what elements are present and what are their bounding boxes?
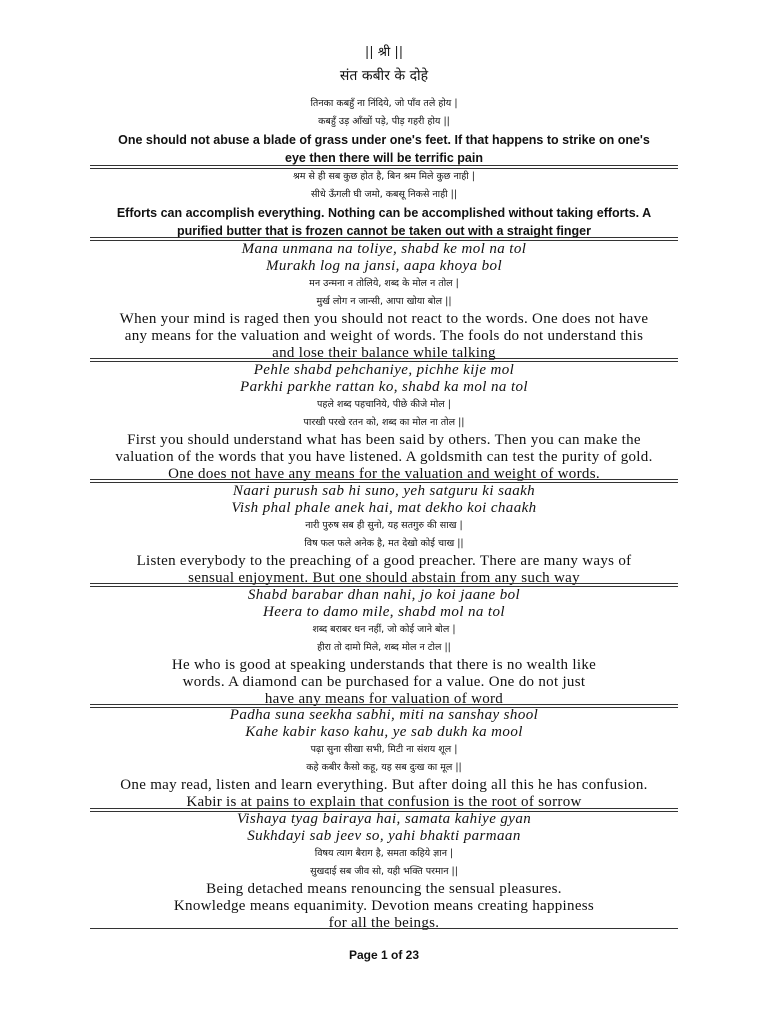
couplet-4-transliteration-line-1: Pehle shabd pehchaniye, pichhe kije mol	[253, 362, 515, 378]
couplet-6	[90, 587, 678, 708]
couplet-6-english-line-2: words. A diamond can be purchased for a value. One do not just	[182, 674, 586, 690]
couplet-4-english-line-3: One does not have any means for the valuation and weight of words.	[168, 466, 600, 482]
couplet-6-english-line-3: have any means for valuation of word	[264, 691, 504, 707]
couplet-4-english-line-1: First you should understand what has been said by others. Then you can make the	[127, 432, 641, 448]
couplet-3-english-line-2: any means for the valuation and weight of words. The fools do not understand this	[124, 328, 644, 344]
couplet-5-transliteration-line-1: Naari purush sab hi suno, yeh satguru ki saakh	[232, 483, 536, 499]
couplet-5	[90, 483, 678, 587]
couplet-2-english-line-2: purified butter that is frozen cannot be taken out with a straight finger	[177, 224, 591, 238]
couplet-1-devanagari-line-2: कबहुँ उड़ आँखों पड़े, पीड़ गहरी होय ||	[318, 116, 450, 127]
couplet-8-english-line-1: Being detached means renouncing the sensual pleasures.	[206, 881, 562, 897]
couplet-7-english-line-2: Kabir is at pains to explain that confusion is the root of sorrow	[186, 794, 582, 810]
couplet-7-devanagari-line-2: कहे कबीर कैसो कहू, यह सब दुःख का मूल ||	[306, 762, 462, 773]
couplet-5-devanagari-line-1: नारी पुरुष सब ही सुनो, यह सतगुरु की साख |	[305, 520, 463, 531]
couplet-6-english-line-1: He who is good at speaking understands that there is no wealth like	[171, 657, 597, 673]
couplet-6-devanagari-line-1: शब्द बराबर धन नहीं, जो कोई जाने बोल |	[312, 624, 456, 635]
couplet-2-devanagari-line-2: सीधे ऊँगली घी जमो, कबसू निकसे नाही ||	[310, 189, 458, 200]
couplet-4-devanagari-line-1: पहले शब्द पहचानिये, पीछे कीजे मोल |	[317, 399, 451, 410]
couplet-4	[90, 362, 678, 483]
couplet-1-english-line-1: One should not abuse a blade of grass under one's feet. If that happens to strike on one's	[118, 133, 650, 147]
couplet-6-transliteration-line-2: Heera to damo mile, shabd mol na tol	[263, 604, 505, 620]
couplet-3-transliteration-line-1: Mana unmana na toliye, shabd ke mol na tol	[241, 241, 527, 257]
couplet-1	[90, 95, 678, 167]
couplet-4-transliteration-line-2: Parkhi parkhe rattan ko, shabd ka mol na tol	[240, 379, 528, 395]
couplet-7-transliteration-line-2: Kahe kabir kaso kahu, ye sab dukh ka mool	[245, 724, 523, 740]
couplet-3-english-line-1: When your mind is raged then you should not react to the words. One does not have	[119, 311, 649, 327]
couplet-2-english-line-1: Efforts can accomplish everything. Nothing can be accomplished without taking efforts. A	[116, 206, 652, 220]
couplet-7-english-line-1: One may read, listen and learn everything. But after doing all this he has confusion.	[120, 777, 648, 793]
couplet-3-devanagari-line-2: मुर्ख लोग न जान्सी, आपा खोया बोल ||	[316, 296, 452, 307]
couplet-5-devanagari-line-2: विष फल फले अनेक है, मत देखो कोई चाख ||	[304, 538, 464, 549]
couplet-3-english-line-3: and lose their balance while talking	[272, 345, 496, 361]
page-number: Page 1 of 23	[348, 948, 420, 962]
couplet-5-english-line-2: sensual enjoyment. But one should abstain from any such way	[188, 570, 580, 586]
couplet-5-english-line-1: Listen everybody to the preaching of a good preacher. There are many ways of	[136, 553, 632, 569]
couplet-8-transliteration-line-2: Sukhdayi sab jeev so, yahi bhakti parmaan	[247, 828, 521, 844]
couplet-8-devanagari-line-1: विषय त्याग बैराग है, समता कहिये ज्ञान |	[314, 848, 454, 859]
couplet-8-transliteration-line-1: Vishaya tyag bairaya hai, samata kahiye gyan	[236, 811, 532, 827]
couplet-7-devanagari-line-1: पढ़ा सुना सीखा सभी, मिटी ना संशय शूल |	[310, 744, 458, 755]
couplet-6-devanagari-line-2: हीरा तो दामो मिले, शब्द मोल न टोल ||	[317, 642, 451, 653]
couplet-2	[90, 168, 678, 240]
couplet-4-devanagari-line-2: पारखी परखे रतन को, शब्द का मोल ना तोल ||	[303, 417, 465, 428]
couplet-1-devanagari-line-1: तिनका कबहुँ ना निंदिये, जो पाँव तले होय |	[310, 98, 458, 109]
couplet-8-english-line-3: for all the beings.	[328, 915, 440, 931]
couplet-7-transliteration-line-1: Padha suna seekha sabhi, miti na sanshay shool	[229, 707, 539, 723]
couplet-3	[90, 241, 678, 362]
couplet-8-devanagari-line-2: सुखदाई सब जीव सो, यही भक्ति परमान ||	[310, 866, 458, 877]
page-title: संत कबीर के दोहे	[339, 68, 429, 84]
couplet-7	[90, 707, 678, 811]
page-invocation: || श्री ||	[364, 45, 404, 60]
couplet-3-transliteration-line-2: Murakh log na jansi, aapa khoya bol	[265, 258, 503, 274]
couplet-3-devanagari-line-1: मन उन्मना न तोलिये, शब्द के मोल न तोल |	[309, 278, 459, 289]
couplet-8	[90, 811, 678, 932]
couplet-6-transliteration-line-1: Shabd barabar dhan nahi, jo koi jaane bol	[247, 587, 521, 603]
couplet-8-english-line-2: Knowledge means equanimity. Devotion means creating happiness	[173, 898, 595, 914]
couplet-2-devanagari-line-1: श्रम से ही सब कुछ होत है, बिन श्रम मिले कुछ नाही |	[293, 171, 475, 182]
section-divider	[90, 928, 678, 929]
couplet-5-transliteration-line-2: Vish phal phale anek hai, mat dekho koi chaakh	[231, 500, 537, 516]
couplet-4-english-line-2: valuation of the words that you have listened. A goldsmith can test the purity of gold.	[115, 449, 653, 465]
couplet-1-english-line-2: eye then there will be terrific pain	[285, 151, 483, 165]
